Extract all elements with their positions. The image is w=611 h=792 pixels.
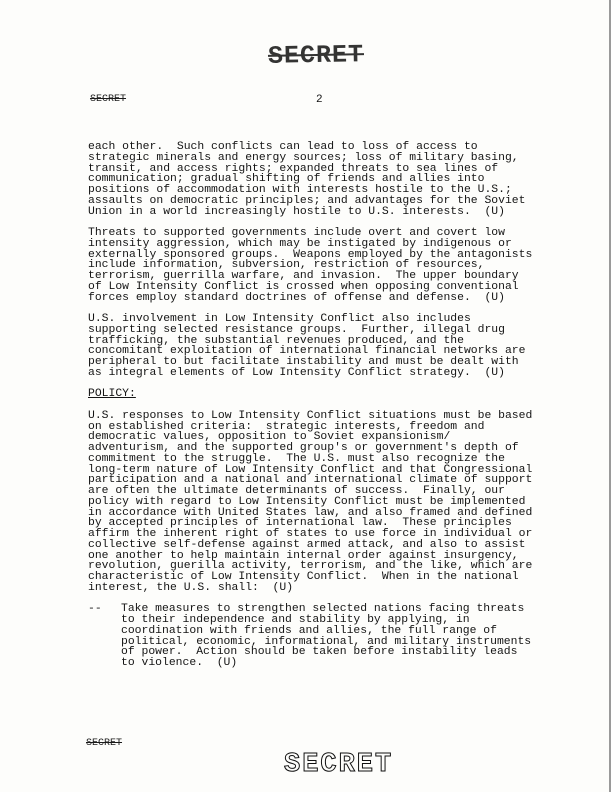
page-number: 2 xyxy=(316,94,323,106)
paragraph-involvement: U.S. involvement in Low Intensity Conflict also includes supporting selected resistance groups. Further, illegal drug trafficking, the substantial revenues produced, and the concomitant exploitation of international financial networks are peripheral to but facilitate instability and must be dealt with as integral elements of Low Intensity Conflict strategy. (U) xyxy=(88,313,526,379)
policy-heading: POLICY: xyxy=(88,388,136,401)
header-classification-stamp: SECRET xyxy=(267,40,365,71)
paragraph-threats: Threats to supported governments include overt and covert low intensity aggression, which may be instigated by indigenous or externally sponsored groups. Weapons employed by the antagonists include information, subversion, restriction of resources, terrorism, guerrilla warfare, and invasion. The upper boundary of Low Intensity Conflict is crossed when opposing conventional forces employ standard doctrines of offense and defense. (U) xyxy=(88,227,533,304)
footer-classification-stamp: SECRET xyxy=(284,750,394,780)
footer-classification-mark: SECRET xyxy=(86,738,123,749)
bullet-marker: -- xyxy=(88,603,102,616)
paragraph-policy: U.S. responses to Low Intensity Conflict situations must be based on established criteria: strategic interests, freedom and democratic values, opposition to Soviet expansionism/ adventurism, and the supported group's or government's depth of commitment to the struggle. The U.S. must also recognize the long-term nature of Low Intensity Conflict and that Congressional participation and a national and international climate of support are often the ultimate determinants of success. Finally, our policy with regard to Low Intensity Conflict must be implemented in accordance with United States law, and also framed and defined by accepted principles of international law. These principles affirm the inherent right of states to use force in individual or collective self-defense against armed attack, and also to assist one another to help maintain internal order against insurgency, revolution, guerilla activity, terrorism, and the like, which are characteristic of Low Intensity Conflict. When in the national interest, the U.S. shall: (U) xyxy=(88,409,533,594)
header-classification-mark: SECRET xyxy=(90,94,127,105)
bullet-text: Take measures to strengthen selected nations facing threats to their independence and stability by applying, in coordination with friends and allies, the full range of political, economic, informational, and military instruments of power. Action should be taken before instability leads to violence. (U) xyxy=(121,603,532,669)
paragraph-conflicts: each other. Such conflicts can lead to loss of access to strategic minerals and energy sources; loss of military basing, transit, and access rights; expanded threats to sea lines of communication; gradual shifting of friends and allies into positions of accommodation with interests hostile to the U.S.; assaults on democratic principles; and advantages for the Soviet Union in a world increasingly hostile to U.S. interests. (U) xyxy=(88,141,526,218)
policy-bullet-item xyxy=(88,604,558,669)
document-body xyxy=(88,142,558,669)
